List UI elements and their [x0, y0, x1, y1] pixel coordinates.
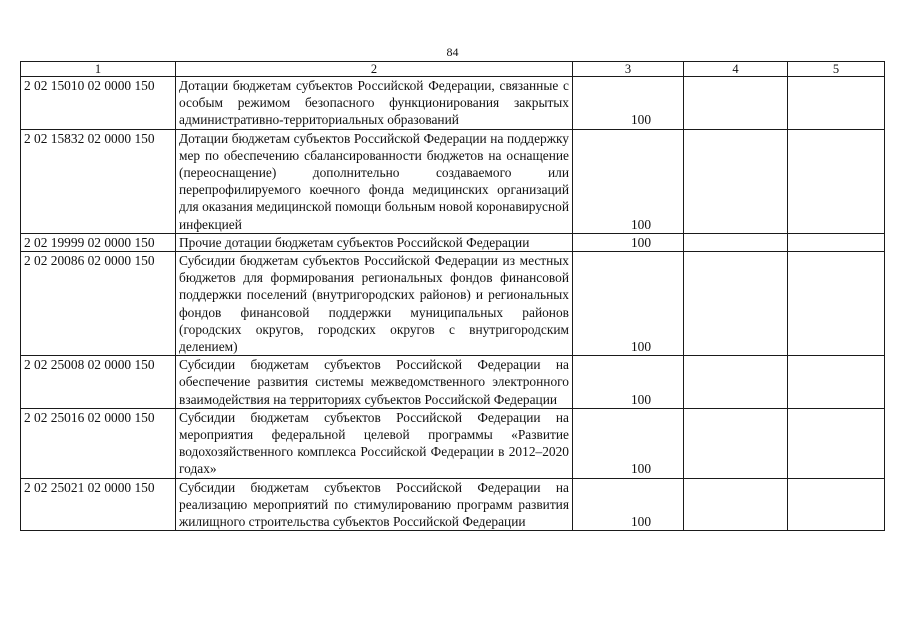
value-text: 100	[630, 112, 652, 128]
table-row	[21, 478, 885, 531]
value-cell-col5	[788, 233, 885, 251]
value-text: 100	[630, 339, 652, 355]
table-header-row	[21, 62, 885, 77]
table-row	[21, 408, 885, 478]
budget-revenue-table	[20, 61, 885, 531]
column-header-5: 5	[788, 62, 885, 77]
column-header-4: 4	[684, 62, 788, 77]
value-cell-col4	[684, 129, 788, 233]
column-header-1: 1	[21, 62, 176, 77]
budget-code-cell: 2 02 25021 02 0000 150	[21, 478, 176, 531]
budget-code-cell: 2 02 25008 02 0000 150	[21, 356, 176, 409]
page-number: 84	[446, 45, 459, 59]
value-cell-col4	[684, 356, 788, 409]
value-text: 100	[630, 216, 652, 232]
value-cell-col5	[788, 478, 885, 531]
table-row	[21, 77, 885, 130]
budget-code-cell: 2 02 20086 02 0000 150	[21, 252, 176, 356]
value-cell-col3	[573, 77, 684, 130]
value-text: 100	[630, 234, 652, 250]
value-cell-col4	[684, 233, 788, 251]
value-cell-col4	[684, 77, 788, 130]
description-cell: Прочие дотации бюджетам субъектов Российской Федерации	[176, 233, 573, 251]
value-cell-col5	[788, 356, 885, 409]
budget-code-cell: 2 02 15832 02 0000 150	[21, 129, 176, 233]
table-row	[21, 233, 885, 251]
value-cell-col3	[573, 252, 684, 356]
value-cell-col3	[573, 478, 684, 531]
table-row	[21, 252, 885, 356]
column-header-3: 3	[573, 62, 684, 77]
budget-code-cell: 2 02 19999 02 0000 150	[21, 233, 176, 251]
value-cell-col3	[573, 129, 684, 233]
column-header-2: 2	[176, 62, 573, 77]
budget-code-cell: 2 02 25016 02 0000 150	[21, 408, 176, 478]
description-cell: Субсидии бюджетам субъектов Российской Федерации на реализацию мероприятий по стимулированию программ развития жилищного строительства субъектов Российской Федерации	[176, 478, 573, 531]
value-cell-col3	[573, 408, 684, 478]
value-cell-col4	[684, 252, 788, 356]
value-cell-col5	[788, 252, 885, 356]
value-text: 100	[630, 461, 652, 477]
budget-code-cell: 2 02 15010 02 0000 150	[21, 77, 176, 130]
table-row	[21, 356, 885, 409]
value-text: 100	[630, 391, 652, 407]
description-cell: Субсидии бюджетам субъектов Российской Федерации на обеспечение развития системы межведомственного электронного взаимодействия на территориях субъектов Российской Федерации	[176, 356, 573, 409]
value-cell-col3	[573, 233, 684, 251]
description-cell: Субсидии бюджетам субъектов Российской Федерации из местных бюджетов для формирования региональных фондов финансовой поддержки поселений (внутригородских районов) и региональных фондов финансовой поддержки муниципальных районов (городских округов, городских округов с внутригородским делением)	[176, 252, 573, 356]
description-cell: Субсидии бюджетам субъектов Российской Федерации на мероприятия федеральной целевой программы «Развитие водохозяйственного комплекса Российской Федерации в 2012–2020 годах»	[176, 408, 573, 478]
description-cell: Дотации бюджетам субъектов Российской Федерации, связанные с особым режимом безопасного функционирования закрытых административно-территориальных образований	[176, 77, 573, 130]
description-cell: Дотации бюджетам субъектов Российской Федерации на поддержку мер по обеспечению сбалансированности бюджетов на оснащение (переоснащение) дополнительно создаваемого или перепрофилируемого коечного фонда медицинских организаций для оказания медицинской помощи больным новой коронавирусной инфекцией	[176, 129, 573, 233]
value-text: 100	[630, 514, 652, 530]
value-cell-col3	[573, 356, 684, 409]
value-cell-col5	[788, 129, 885, 233]
value-cell-col5	[788, 77, 885, 130]
value-cell-col4	[684, 408, 788, 478]
value-cell-col5	[788, 408, 885, 478]
value-cell-col4	[684, 478, 788, 531]
table-row	[21, 129, 885, 233]
